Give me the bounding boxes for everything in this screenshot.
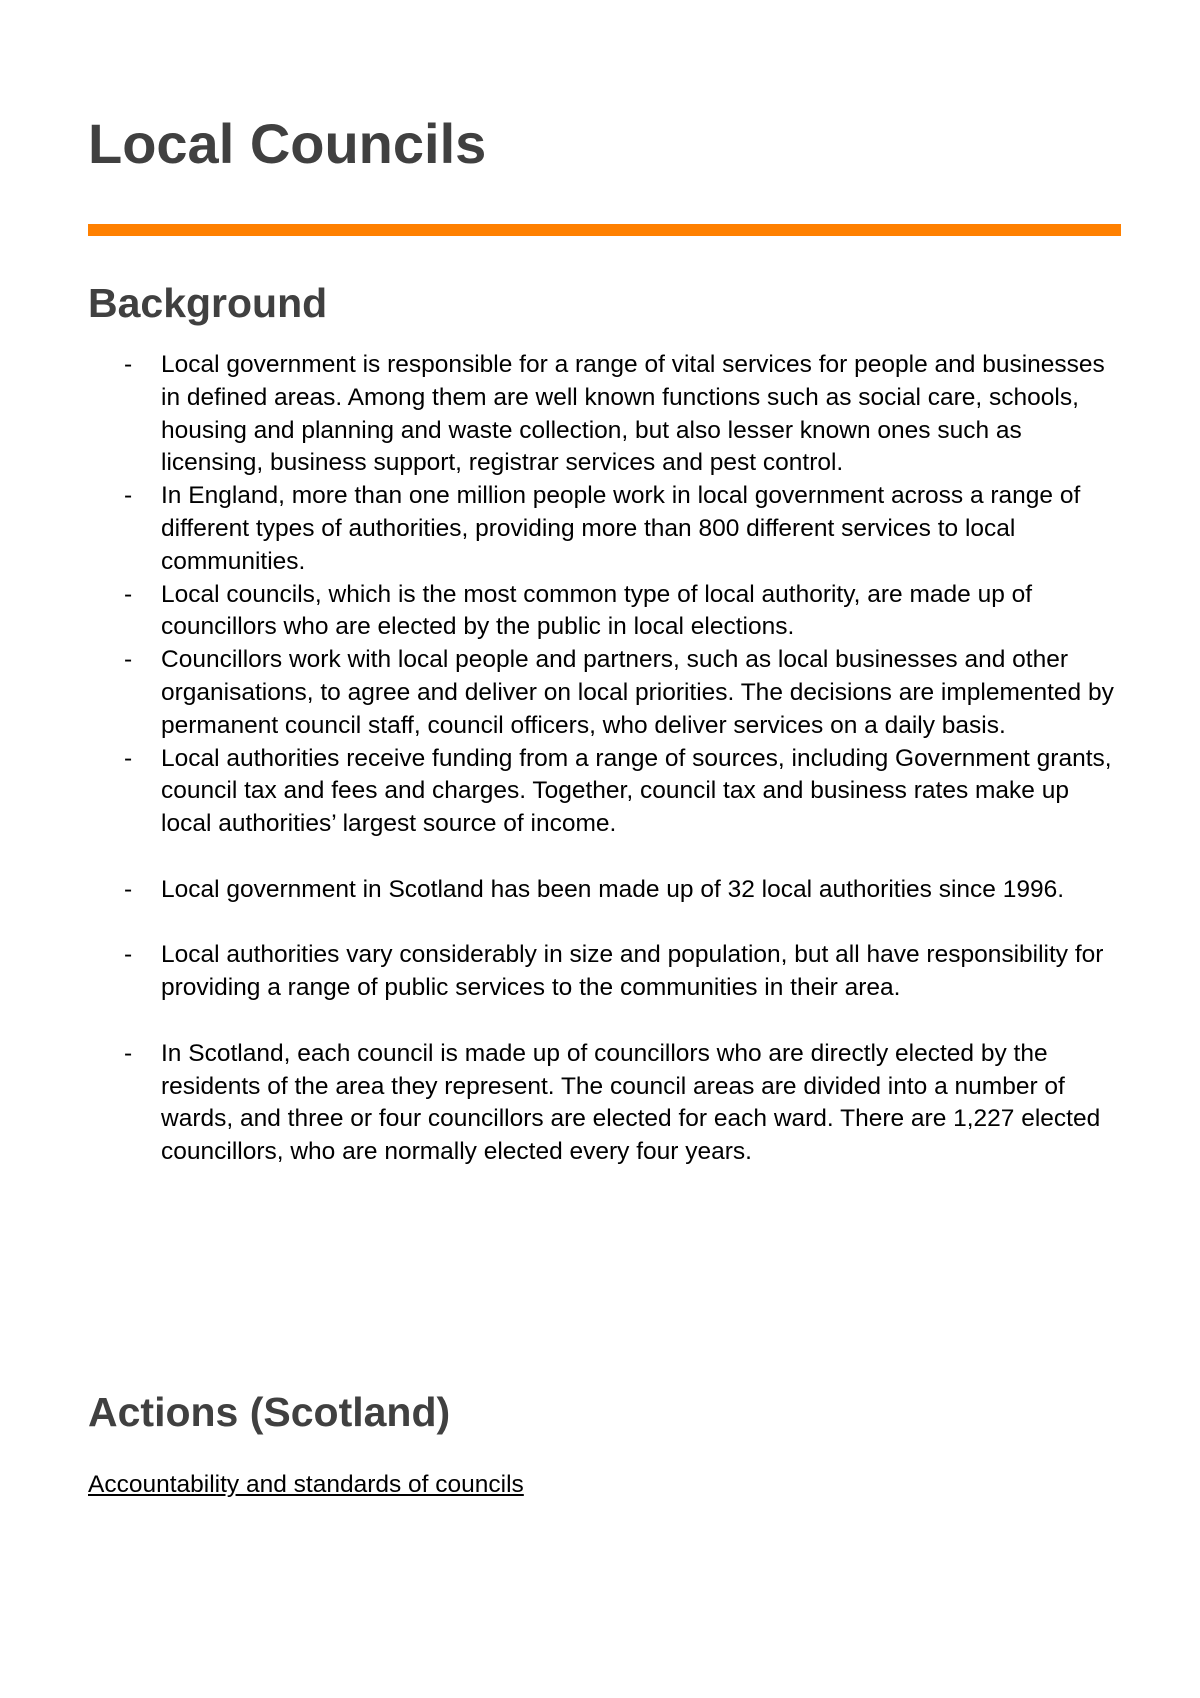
- list-item: [88, 480, 1120, 578]
- list-item: [88, 1038, 1120, 1169]
- list-item: [88, 644, 1120, 742]
- list-item: [88, 349, 1120, 480]
- list-item-text: In England, more than one million people work in local government across a range of different types of authorities, providing more than 800 different services to local communities.: [161, 482, 1081, 575]
- background-list: [88, 349, 1120, 1169]
- list-item: [88, 579, 1120, 645]
- bullet-dash: -: [124, 1039, 133, 1067]
- bullet-dash: -: [124, 351, 133, 378]
- background-heading: Background: [88, 280, 328, 326]
- list-item: [88, 743, 1120, 841]
- list-item-text: Local authorities vary considerably in size and population, but all have responsibility for providing a range of public services to the communities in their area.: [161, 941, 1104, 1002]
- bullet-dash: -: [124, 744, 133, 772]
- bullet-dash: -: [124, 646, 133, 674]
- list-item-text: Local government is responsible for a range of vital services for people and businesses in defined areas. Among them are well known functions such as social care, schools, housing and planning and waste collection, but also lesser known ones such as licensing, business support, registrar services and pest control.: [161, 351, 1105, 477]
- list-item-text: Local councils, which is the most common type of local authority, are made up of councillors who are elected by the public in local elections.: [161, 580, 1033, 641]
- page-title: Local Councils: [88, 112, 487, 175]
- list-item-text: Local authorities receive funding from a range of sources, including Government grants, council tax and fees and charges. Together, council tax and business rates make up local authorities’ largest source of income.: [161, 744, 1112, 838]
- list-item-text: Local government in Scotland has been made up of 32 local authorities since 1996.: [161, 875, 1065, 903]
- bullet-dash: -: [124, 941, 133, 969]
- list-item: [88, 874, 1120, 907]
- accountability-subheading: Accountability and standards of councils: [88, 1471, 524, 1498]
- list-item-text: Councillors work with local people and partners, such as local businesses and other organisations, to agree and deliver on local priorities. The decisions are implemented by permanent council staff, council officers, who deliver services on a daily basis.: [161, 646, 1114, 739]
- title-divider: [88, 224, 1121, 236]
- actions-heading: Actions (Scotland): [88, 1389, 451, 1435]
- list-item-text: In Scotland, each council is made up of councillors who are directly elected by the residents of the area they represent. The council areas are divided into a number of wards, and three or four councillors are elected for each ward. There are 1,227 elected councillors, who are normally elected every four years.: [161, 1039, 1101, 1166]
- bullet-dash: -: [124, 580, 133, 608]
- bullet-dash: -: [124, 875, 133, 903]
- list-item: [88, 939, 1120, 1005]
- bullet-dash: -: [124, 482, 133, 510]
